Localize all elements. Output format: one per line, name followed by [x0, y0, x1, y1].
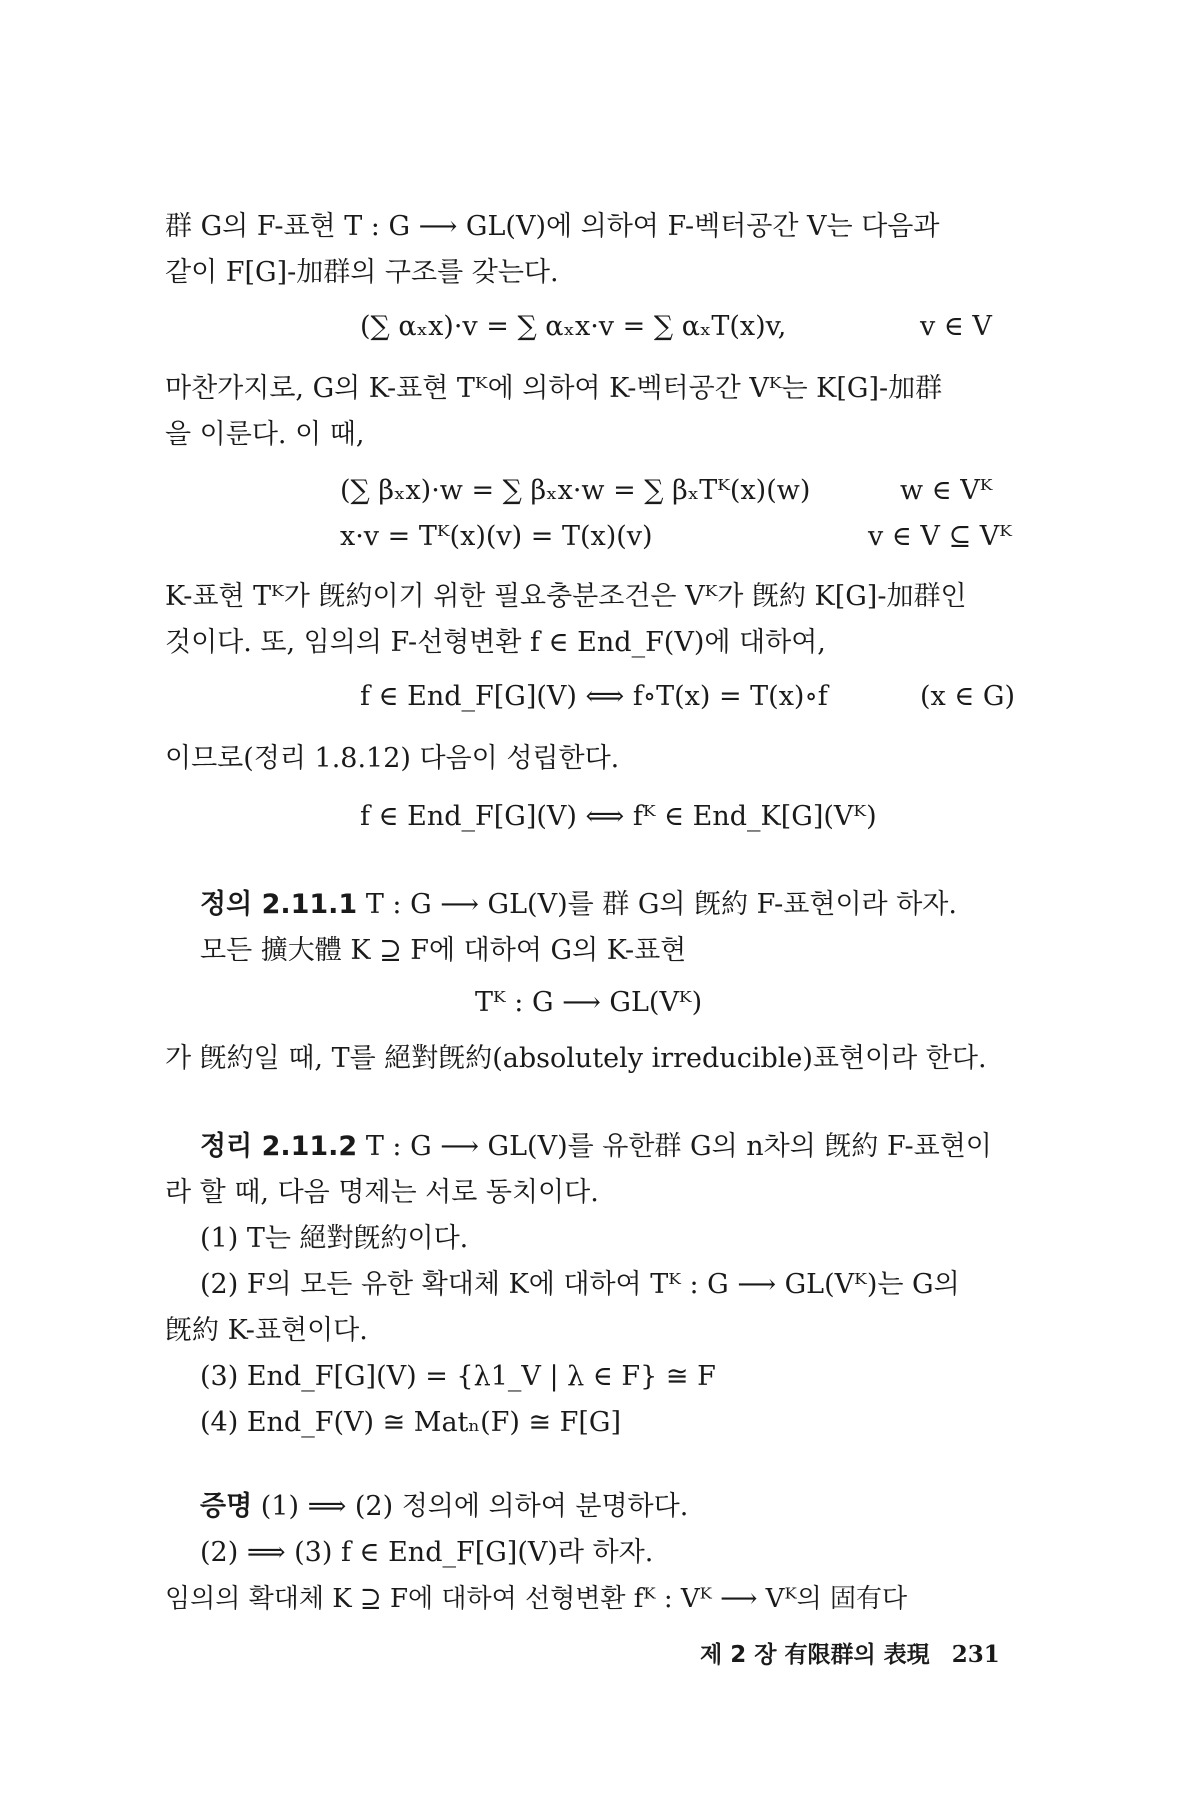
theorem-label: 정리 2.11.2 — [200, 1131, 358, 1162]
intro-line-3: 마찬가지로, G의 K-표현 Tᴷ에 의하여 K-벡터공간 Vᴷ는 K[G]-加群 — [165, 373, 943, 404]
theorem-item-3: (3) End_F[G](V) = {λ1_V | λ ∈ F} ≅ F — [200, 1361, 716, 1392]
theorem-line-1: T : G ⟶ GL(V)를 유한群 G의 n차의 旣約 F-표현이 — [365, 1131, 992, 1162]
page-footer — [700, 1640, 1000, 1670]
intro-line-7: 이므로(정리 1.8.12) 다음이 성립한다. — [165, 743, 620, 774]
proof-heading-line — [200, 1490, 1080, 1524]
proof-label: 증명 — [200, 1491, 253, 1522]
intro-line-5: K-표현 Tᴷ가 旣約이기 위한 필요충분조건은 Vᴷ가 旣約 K[G]-加群인 — [165, 581, 967, 612]
page-number: 231 — [951, 1641, 1000, 1668]
equation-5: f ∈ End_F[G](V) ⟺ fᴷ ∈ End_K[G](Vᴷ) — [360, 801, 877, 832]
proof-line-3: 임의의 확대체 K ⊇ F에 대하여 선형변환 fᴷ : Vᴷ ⟶ Vᴷ의 固有다 — [165, 1584, 908, 1614]
definition-line-1: T : G ⟶ GL(V)를 群 G의 旣約 F-표현이라 하자. — [365, 889, 957, 920]
equation-4-condition: (x ∈ G) — [920, 681, 1016, 712]
intro-line-1: 群 G의 F-표현 T : G ⟶ GL(V)에 의하여 F-벡터공간 V는 다음과 — [165, 211, 940, 242]
intro-line-2: 같이 F[G]-加群의 구조를 갖는다. — [165, 257, 559, 288]
equation-3-condition: v ∈ V ⊆ Vᴷ — [868, 521, 1012, 552]
proof-line-1: (1) ⟹ (2) 정의에 의하여 분명하다. — [260, 1491, 689, 1522]
equation-2-condition: w ∈ Vᴷ — [900, 475, 993, 506]
theorem-heading-line — [200, 1130, 1080, 1164]
chapter-title: 제 2 장 有限群의 表現 — [700, 1642, 930, 1668]
equation-3: x·v = Tᴷ(x)(v) = T(x)(v) — [340, 521, 653, 552]
definition-heading-line — [200, 888, 1080, 922]
intro-line-6: 것이다. 또, 임의의 F-선형변환 f ∈ End_F(V)에 대하여, — [165, 627, 826, 658]
definition-line-2: 모든 擴大體 K ⊇ F에 대하여 G의 K-표현 — [200, 935, 687, 966]
equation-1: (∑ αₓx)·v = ∑ αₓx·v = ∑ αₓT(x)v, — [360, 311, 787, 342]
theorem-item-4: (4) End_F(V) ≅ Matₙ(F) ≅ F[G] — [200, 1407, 622, 1438]
theorem-item-1: (1) T는 絕對旣約이다. — [200, 1223, 469, 1254]
definition-label: 정의 2.11.1 — [200, 889, 358, 920]
definition-line-3: 가 旣約일 때, T를 絕對旣約(absolutely irreducible)표현이라 한다. — [165, 1043, 987, 1074]
equation-1-condition: v ∈ V — [920, 311, 992, 342]
theorem-item-2: (2) F의 모든 유한 확대체 K에 대하여 Tᴷ : G ⟶ GL(Vᴷ)는 G의 — [200, 1269, 960, 1300]
definition-equation: Tᴷ : G ⟶ GL(Vᴷ) — [475, 987, 703, 1018]
equation-2: (∑ βₓx)·w = ∑ βₓx·w = ∑ βₓTᴷ(x)(w) — [340, 475, 811, 506]
equation-4: f ∈ End_F[G](V) ⟺ f∘T(x) = T(x)∘f — [360, 681, 828, 712]
intro-line-4: 을 이룬다. 이 때, — [165, 419, 365, 450]
theorem-item-2-cont: 旣約 K-표현이다. — [165, 1315, 368, 1346]
theorem-line-2: 라 할 때, 다음 명제는 서로 동치이다. — [165, 1177, 599, 1208]
proof-line-2: (2) ⟹ (3) f ∈ End_F[G](V)라 하자. — [200, 1537, 654, 1568]
